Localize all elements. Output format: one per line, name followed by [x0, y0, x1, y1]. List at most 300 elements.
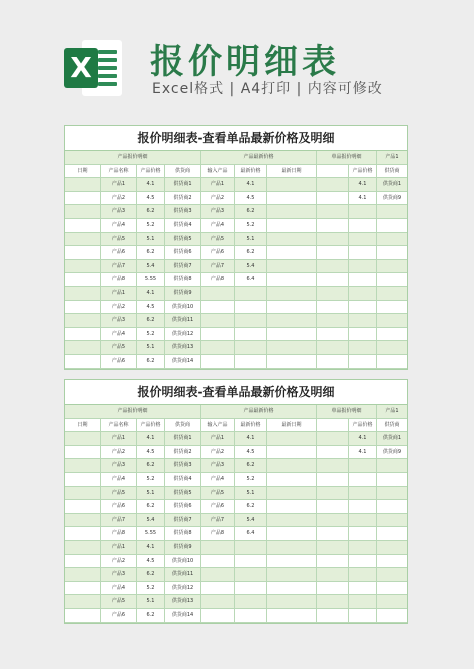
table-cell — [349, 328, 377, 341]
table-cell — [349, 205, 377, 218]
table-cell — [65, 487, 101, 500]
table-cell — [267, 446, 317, 459]
table-cell: 4.1 — [137, 287, 165, 300]
table-cell — [65, 341, 101, 354]
table-cell — [377, 500, 407, 513]
table-cell — [349, 246, 377, 259]
table-cell: 产品1 — [201, 178, 235, 191]
table-row — [65, 205, 407, 219]
table-cell — [267, 287, 317, 300]
table-cell — [349, 301, 377, 314]
table-cell — [65, 568, 101, 581]
table-cell: 5.2 — [137, 473, 165, 486]
table-cell — [377, 595, 407, 608]
column-header: 产品名称 — [101, 419, 137, 432]
table-cell — [317, 341, 349, 354]
table-cell: 4.5 — [137, 446, 165, 459]
table-cell — [201, 609, 235, 622]
page-title: 报价明细表 — [150, 42, 340, 82]
table-cell: 产品3 — [101, 568, 137, 581]
table-cell: 产品8 — [101, 527, 137, 540]
table-cell: 5.2 — [235, 473, 267, 486]
table-cell — [65, 192, 101, 205]
table-row — [65, 459, 407, 473]
table-cell — [349, 341, 377, 354]
table-cell: 产品4 — [101, 219, 137, 232]
column-header: 最新日期 — [267, 419, 317, 432]
table-cell: 5.1 — [137, 233, 165, 246]
table-cell — [317, 446, 349, 459]
table-cell — [65, 446, 101, 459]
sheet-title: 报价明细表-查看单品最新价格及明细 — [65, 380, 407, 405]
table-cell — [377, 205, 407, 218]
table-cell: 产品8 — [101, 273, 137, 286]
table-cell — [267, 246, 317, 259]
table-cell: 产品8 — [201, 527, 235, 540]
table-cell — [235, 568, 267, 581]
column-header — [317, 419, 349, 432]
table-cell: 5.55 — [137, 273, 165, 286]
table-cell — [235, 341, 267, 354]
page-subtitle: Excel格式 | A4打印 | 内容可修改 — [152, 81, 383, 97]
column-header-row — [65, 419, 407, 433]
table-cell — [267, 178, 317, 191]
table-row — [65, 314, 407, 328]
table-cell: 6.2 — [235, 459, 267, 472]
table-cell — [65, 273, 101, 286]
table-cell — [267, 314, 317, 327]
excel-logo-icon: X — [64, 40, 124, 96]
table-cell: 5.1 — [137, 341, 165, 354]
table-cell: 供货商4 — [165, 473, 201, 486]
table-cell: 5.4 — [137, 260, 165, 273]
table-cell: 产品6 — [101, 246, 137, 259]
table-cell: 4.1 — [349, 432, 377, 445]
table-cell: 6.2 — [235, 500, 267, 513]
table-cell — [267, 273, 317, 286]
table-cell: 产品2 — [101, 301, 137, 314]
table-cell: 产品3 — [201, 459, 235, 472]
sheet-grid — [65, 405, 407, 623]
table-cell: 供货商7 — [165, 260, 201, 273]
column-header: 最新日期 — [267, 165, 317, 178]
table-row — [65, 595, 407, 609]
table-row — [65, 287, 407, 301]
table-cell: 产品2 — [101, 555, 137, 568]
table-cell: 供货商14 — [165, 609, 201, 622]
table-cell: 5.2 — [137, 219, 165, 232]
table-cell — [317, 192, 349, 205]
table-row — [65, 192, 407, 206]
table-cell: 4.1 — [349, 192, 377, 205]
table-cell — [267, 432, 317, 445]
table-cell — [267, 192, 317, 205]
table-row — [65, 568, 407, 582]
table-cell: 4.5 — [137, 192, 165, 205]
table-cell — [349, 260, 377, 273]
column-header: 日期 — [65, 419, 101, 432]
table-cell — [317, 205, 349, 218]
table-cell — [377, 246, 407, 259]
table-row — [65, 219, 407, 233]
sheet-preview-1 — [64, 125, 408, 370]
table-row — [65, 487, 407, 501]
table-cell — [65, 355, 101, 368]
table-cell — [377, 219, 407, 232]
table-cell — [349, 314, 377, 327]
table-row — [65, 446, 407, 460]
table-cell — [317, 246, 349, 259]
group-header-row — [65, 405, 407, 419]
table-cell — [65, 541, 101, 554]
table-row — [65, 432, 407, 446]
table-cell — [201, 341, 235, 354]
table-cell: 5.4 — [235, 514, 267, 527]
table-row — [65, 500, 407, 514]
table-cell: 4.1 — [137, 541, 165, 554]
column-header: 日期 — [65, 165, 101, 178]
table-row — [65, 260, 407, 274]
table-cell: 产品3 — [101, 205, 137, 218]
table-cell: 5.2 — [235, 219, 267, 232]
table-cell: 5.1 — [137, 595, 165, 608]
table-cell: 供货商1 — [165, 432, 201, 445]
table-cell: 产品7 — [201, 260, 235, 273]
table-cell — [317, 287, 349, 300]
table-cell — [267, 219, 317, 232]
table-cell: 6.2 — [137, 355, 165, 368]
table-cell — [267, 233, 317, 246]
table-cell: 产品4 — [201, 473, 235, 486]
table-cell — [349, 233, 377, 246]
table-cell — [267, 473, 317, 486]
table-row — [65, 273, 407, 287]
table-cell — [235, 355, 267, 368]
group-header-row — [65, 151, 407, 165]
table-cell — [65, 514, 101, 527]
table-cell — [349, 514, 377, 527]
table-row — [65, 233, 407, 247]
table-cell — [201, 568, 235, 581]
table-cell: 产品5 — [101, 595, 137, 608]
table-cell — [317, 555, 349, 568]
table-cell — [267, 260, 317, 273]
table-cell — [201, 555, 235, 568]
table-cell — [317, 273, 349, 286]
table-cell: 5.2 — [137, 328, 165, 341]
table-cell — [267, 555, 317, 568]
table-cell: 5.1 — [137, 487, 165, 500]
table-cell — [317, 568, 349, 581]
table-cell — [349, 582, 377, 595]
table-cell — [349, 541, 377, 554]
table-cell: 供货商11 — [165, 568, 201, 581]
table-cell — [377, 273, 407, 286]
table-cell — [201, 314, 235, 327]
table-cell — [65, 301, 101, 314]
table-cell: 供货商8 — [165, 527, 201, 540]
table-cell — [349, 487, 377, 500]
table-cell — [65, 473, 101, 486]
table-cell: 5.1 — [235, 233, 267, 246]
table-cell — [201, 287, 235, 300]
table-cell: 产品5 — [201, 487, 235, 500]
table-cell — [317, 473, 349, 486]
table-cell: 供货商3 — [165, 459, 201, 472]
table-cell: 产品5 — [201, 233, 235, 246]
table-cell — [65, 328, 101, 341]
table-cell: 供货商4 — [165, 219, 201, 232]
table-cell — [267, 328, 317, 341]
table-cell — [377, 527, 407, 540]
table-cell — [349, 527, 377, 540]
table-cell — [377, 541, 407, 554]
column-header: 供货商 — [165, 419, 201, 432]
table-cell — [377, 609, 407, 622]
table-cell: 6.4 — [235, 527, 267, 540]
table-cell — [65, 459, 101, 472]
table-cell: 4.5 — [235, 446, 267, 459]
table-row — [65, 609, 407, 623]
table-cell: 4.5 — [235, 192, 267, 205]
column-header: 产品价格 — [349, 419, 377, 432]
table-row — [65, 301, 407, 315]
group-header: 产品报价明细 — [65, 151, 201, 164]
table-cell — [235, 555, 267, 568]
group-header: 产品1 — [385, 408, 399, 414]
table-cell — [317, 355, 349, 368]
table-cell: 产品3 — [101, 314, 137, 327]
table-cell — [235, 301, 267, 314]
table-cell — [317, 432, 349, 445]
table-cell — [267, 514, 317, 527]
table-row — [65, 178, 407, 192]
table-cell: 5.55 — [137, 527, 165, 540]
table-cell — [65, 582, 101, 595]
table-cell: 供货商11 — [165, 314, 201, 327]
table-cell: 4.1 — [235, 432, 267, 445]
table-cell — [65, 595, 101, 608]
table-cell — [65, 233, 101, 246]
table-cell — [235, 314, 267, 327]
table-cell: 供货商9 — [165, 287, 201, 300]
table-cell: 产品4 — [101, 328, 137, 341]
table-cell — [235, 328, 267, 341]
table-cell: 供货商2 — [165, 446, 201, 459]
table-cell: 4.5 — [137, 555, 165, 568]
table-cell: 产品6 — [101, 355, 137, 368]
table-cell — [317, 527, 349, 540]
table-cell: 供货商9 — [382, 448, 402, 455]
table-cell: 6.2 — [235, 246, 267, 259]
table-cell — [349, 568, 377, 581]
table-cell: 4.5 — [137, 301, 165, 314]
table-cell: 供货商10 — [165, 301, 201, 314]
table-cell — [65, 219, 101, 232]
table-cell — [201, 582, 235, 595]
table-cell — [267, 301, 317, 314]
table-cell — [65, 260, 101, 273]
table-cell — [317, 459, 349, 472]
table-cell — [65, 500, 101, 513]
column-header: 供货商 — [384, 167, 400, 174]
table-cell: 6.2 — [137, 609, 165, 622]
table-cell: 供货商10 — [165, 555, 201, 568]
table-cell — [377, 582, 407, 595]
table-cell: 产品4 — [101, 582, 137, 595]
group-header: 单品报价明细 — [317, 405, 377, 418]
table-cell: 6.2 — [137, 568, 165, 581]
table-cell: 产品6 — [101, 500, 137, 513]
table-cell: 产品1 — [101, 178, 137, 191]
table-cell — [317, 314, 349, 327]
table-cell — [349, 555, 377, 568]
table-cell: 供货商1 — [165, 178, 201, 191]
table-cell — [377, 301, 407, 314]
table-cell — [317, 609, 349, 622]
table-cell — [377, 287, 407, 300]
table-row — [65, 246, 407, 260]
table-cell — [317, 541, 349, 554]
table-cell — [65, 555, 101, 568]
sheet-grid — [65, 151, 407, 369]
table-cell — [267, 459, 317, 472]
table-cell: 供货商6 — [165, 500, 201, 513]
table-cell — [235, 287, 267, 300]
table-row — [65, 527, 407, 541]
table-cell — [267, 582, 317, 595]
table-cell — [267, 355, 317, 368]
column-header: 产品价格 — [137, 165, 165, 178]
table-cell: 供货商1 — [382, 435, 402, 442]
table-cell: 产品5 — [101, 341, 137, 354]
table-cell — [317, 301, 349, 314]
table-cell: 供货商14 — [165, 355, 201, 368]
table-cell: 产品5 — [101, 487, 137, 500]
table-cell — [235, 582, 267, 595]
table-cell — [317, 219, 349, 232]
table-cell: 产品1 — [101, 432, 137, 445]
table-cell: 产品4 — [101, 473, 137, 486]
table-cell: 产品2 — [101, 192, 137, 205]
table-cell — [65, 246, 101, 259]
table-cell — [65, 432, 101, 445]
table-cell: 4.1 — [349, 178, 377, 191]
table-cell — [65, 527, 101, 540]
table-cell — [201, 595, 235, 608]
group-header: 产品报价明细 — [65, 405, 201, 418]
table-row — [65, 341, 407, 355]
table-cell — [267, 527, 317, 540]
group-header: 单品报价明细 — [317, 151, 377, 164]
table-cell: 供货商13 — [165, 595, 201, 608]
table-cell: 供货商2 — [165, 192, 201, 205]
table-cell — [267, 541, 317, 554]
table-cell: 供货商12 — [165, 582, 201, 595]
table-cell: 5.4 — [137, 514, 165, 527]
table-cell: 6.2 — [137, 246, 165, 259]
table-cell — [267, 568, 317, 581]
table-row — [65, 514, 407, 528]
table-cell — [377, 328, 407, 341]
table-cell: 供货商3 — [165, 205, 201, 218]
table-cell — [267, 205, 317, 218]
table-cell: 6.2 — [137, 459, 165, 472]
column-header: 供货商 — [165, 165, 201, 178]
table-cell: 4.1 — [137, 178, 165, 191]
table-cell: 产品7 — [201, 514, 235, 527]
table-cell: 4.1 — [235, 178, 267, 191]
table-cell: 产品2 — [201, 446, 235, 459]
column-header: 输入产品 — [201, 419, 235, 432]
table-row — [65, 541, 407, 555]
table-cell: 产品4 — [201, 219, 235, 232]
table-cell — [377, 355, 407, 368]
table-cell — [65, 609, 101, 622]
table-cell — [349, 500, 377, 513]
table-cell — [377, 341, 407, 354]
table-cell — [377, 314, 407, 327]
table-cell — [317, 178, 349, 191]
table-cell — [377, 473, 407, 486]
table-cell: 供货商7 — [165, 514, 201, 527]
table-cell — [201, 301, 235, 314]
table-cell: 供货商9 — [165, 541, 201, 554]
table-cell: 产品2 — [101, 446, 137, 459]
table-cell: 产品1 — [201, 432, 235, 445]
table-cell: 4.1 — [137, 432, 165, 445]
table-cell — [349, 473, 377, 486]
table-cell — [267, 500, 317, 513]
table-cell — [377, 555, 407, 568]
table-cell — [201, 328, 235, 341]
column-header: 输入产品 — [201, 165, 235, 178]
column-header: 最新价格 — [235, 419, 267, 432]
table-cell — [317, 260, 349, 273]
table-cell: 产品3 — [101, 459, 137, 472]
table-cell — [377, 233, 407, 246]
page-header — [0, 0, 474, 112]
table-cell — [377, 568, 407, 581]
table-cell — [267, 595, 317, 608]
table-cell — [349, 287, 377, 300]
table-cell: 供货商5 — [165, 487, 201, 500]
table-cell — [349, 355, 377, 368]
table-cell: 产品6 — [201, 246, 235, 259]
table-cell — [349, 273, 377, 286]
table-cell — [349, 595, 377, 608]
table-cell — [377, 260, 407, 273]
table-cell: 产品1 — [101, 287, 137, 300]
column-header: 最新价格 — [235, 165, 267, 178]
table-cell: 6.2 — [235, 205, 267, 218]
sheet-preview-2 — [64, 379, 408, 624]
column-header — [317, 165, 349, 178]
table-cell — [317, 233, 349, 246]
column-header: 供货商 — [384, 421, 400, 428]
table-cell: 供货商9 — [382, 194, 402, 201]
group-header: 产品最新价格 — [201, 405, 317, 418]
column-header: 产品名称 — [101, 165, 137, 178]
table-cell — [235, 609, 267, 622]
table-row — [65, 555, 407, 569]
table-cell — [377, 459, 407, 472]
table-cell: 产品1 — [101, 541, 137, 554]
table-cell: 供货商5 — [165, 233, 201, 246]
sheet-title: 报价明细表-查看单品最新价格及明细 — [65, 126, 407, 151]
column-header-row — [65, 165, 407, 179]
table-cell — [317, 500, 349, 513]
